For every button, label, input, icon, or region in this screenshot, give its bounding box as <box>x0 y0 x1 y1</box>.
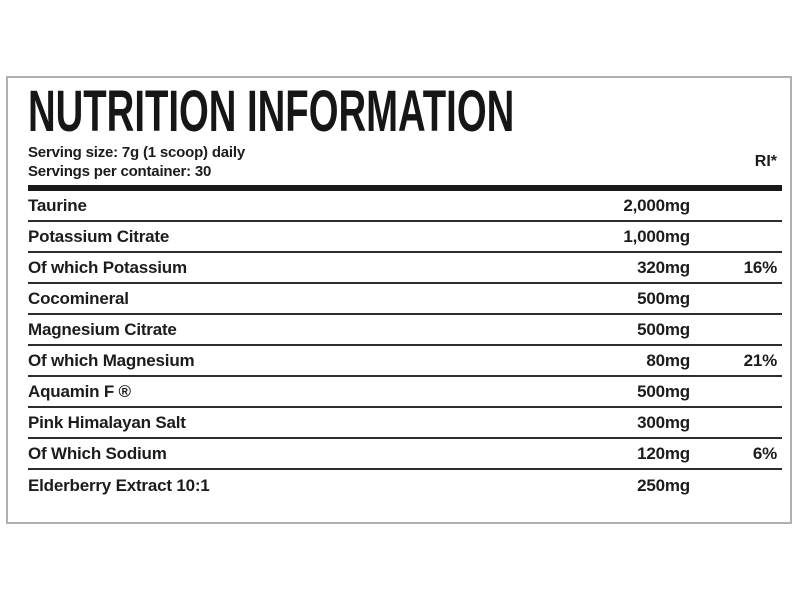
table-row <box>28 191 782 222</box>
nutrient-name: Of which Potassium <box>28 257 187 277</box>
nutrient-ri: 16% <box>743 257 777 277</box>
nutrient-name: Aquamin F ® <box>28 381 131 401</box>
nutrient-amount: 80mg <box>646 350 690 370</box>
serving-header <box>28 143 782 181</box>
label-title: NUTRITION INFORMATION <box>28 79 515 144</box>
nutrient-name: Magnesium Citrate <box>28 319 177 339</box>
table-row <box>28 346 782 377</box>
serving-info <box>28 143 245 181</box>
nutrient-ri: 6% <box>752 443 777 463</box>
servings-per-container-text: Servings per container: 30 <box>28 163 212 180</box>
table-row <box>28 253 782 284</box>
nutrient-name: Of which Magnesium <box>28 350 195 370</box>
nutrient-amount: 250mg <box>637 475 690 495</box>
serving-size-text: Serving size: 7g (1 scoop) daily <box>28 144 245 161</box>
nutrient-amount: 1,000mg <box>623 226 690 246</box>
table-row <box>28 315 782 346</box>
nutrient-name: Cocomineral <box>28 288 129 308</box>
nutrient-table <box>28 191 782 501</box>
nutrient-name: Of Which Sodium <box>28 443 167 463</box>
nutrient-amount: 300mg <box>637 412 690 432</box>
ri-column-header: RI* <box>754 153 777 170</box>
nutrient-amount: 120mg <box>637 443 690 463</box>
nutrient-amount: 500mg <box>637 319 690 339</box>
table-row <box>28 470 782 501</box>
table-row <box>28 284 782 315</box>
nutrient-ri: 21% <box>743 350 777 370</box>
nutrient-amount: 2,000mg <box>623 195 690 215</box>
nutrient-amount: 500mg <box>637 381 690 401</box>
table-row <box>28 222 782 253</box>
nutrient-name: Pink Himalayan Salt <box>28 412 186 432</box>
nutrient-name: Elderberry Extract 10:1 <box>28 475 210 495</box>
table-row <box>28 408 782 439</box>
nutrient-amount: 500mg <box>637 288 690 308</box>
nutrition-label <box>6 76 792 524</box>
nutrient-name: Potassium Citrate <box>28 226 170 246</box>
table-row <box>28 439 782 470</box>
table-row <box>28 377 782 408</box>
nutrient-name: Taurine <box>28 195 87 215</box>
nutrient-amount: 320mg <box>637 257 690 277</box>
